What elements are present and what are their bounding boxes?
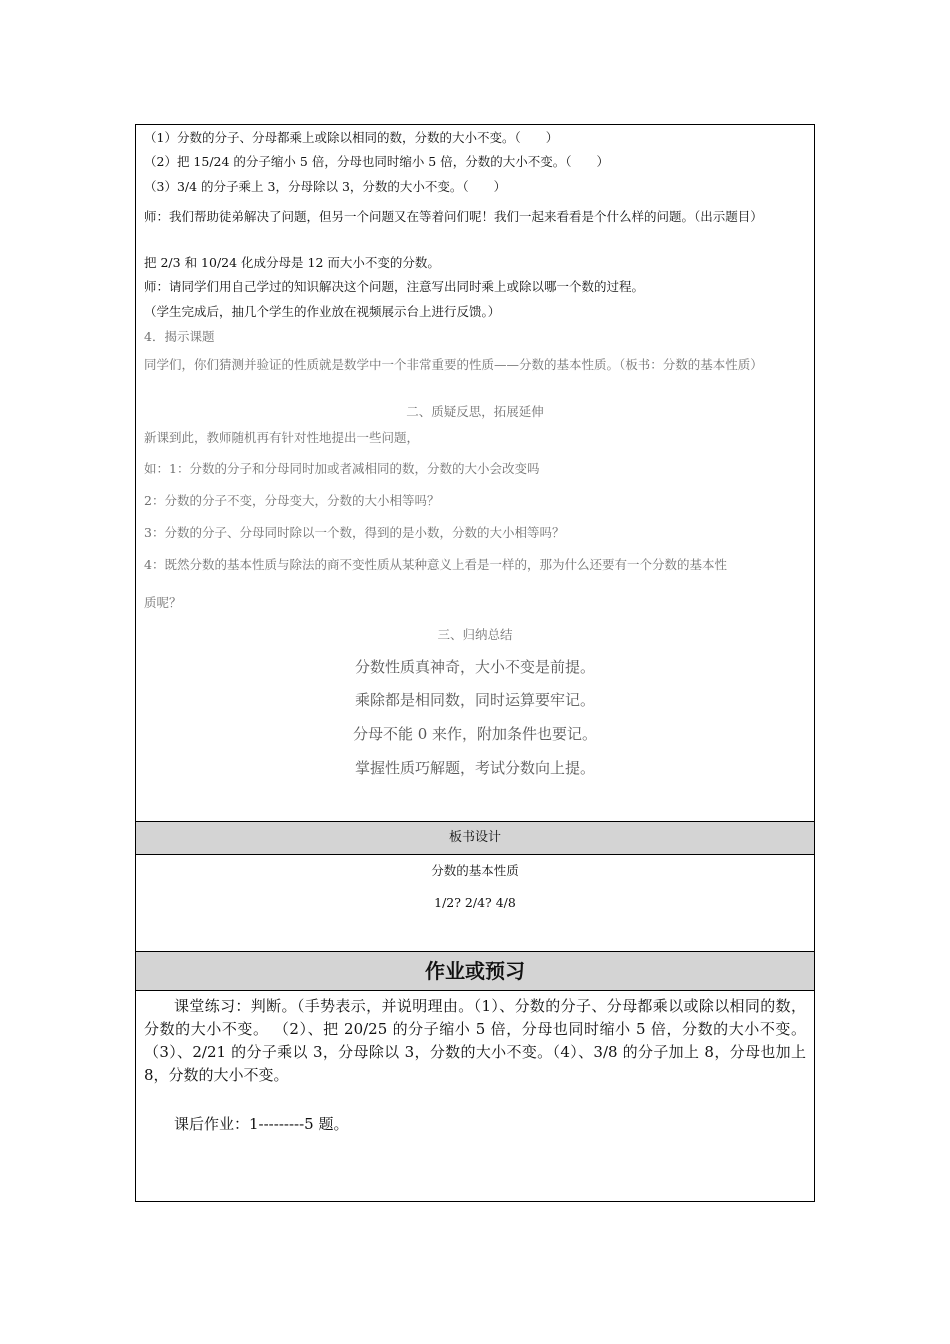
question-2: 2：分数的分子不变，分母变大，分数的大小相等吗？ [144,493,440,508]
question-intro: 新课到此，教师随机再有针对性地提出一些问题， [144,430,420,445]
classroom-exercise-text: 课堂练习：判断。（手势表示，并说明理由。（1）、分数的分子、分母都乘以或除以相同的数，分数的大小不变。 （2）、把 20/25 的分子缩小 5 倍，分母也同时缩小 5 倍，分数的大小不变。（3）、2/21 的分子乘以 3，分母除以 3，分数的大小不变。（4）、3/8 的分子加上 8，分母也加上 8，分数的大小不变。 [144,997,806,1084]
judge-item-2: （2）把 15/24 的分子缩小 5 倍，分母也同时缩小 5 倍，分数的大小不变。（ ） [144,154,609,169]
reveal-topic-heading: 4．揭示课题 [144,329,215,344]
summary-rhyme-line-3: 分母不能 0 来作，附加条件也要记。 [352,725,598,743]
board-formula: 1/2? 2/4? 4/8 [434,895,516,910]
section-heading-summary: 三、归纳总结 [437,627,513,642]
exercise-line: 把 2/3 和 10/24 化成分母是 12 而大小不变的分数。 [144,255,440,270]
question-1: 如：1：分数的分子和分母同时加或者减相同的数，分数的大小会改变吗 [144,461,540,476]
section-heading-reflection: 二、质疑反思，拓展延伸 [406,404,544,419]
board-design-section [136,855,814,951]
after-class-homework-text: 课后作业：1---------5 题。 [174,1115,349,1133]
teaching-process-section [136,125,814,821]
question-4-continued: 质呢？ [144,595,182,610]
homework-section [136,991,814,1203]
lesson-plan-table [135,124,815,1202]
judge-item-1: （1）分数的分子、分母都乘上或除以相同的数，分数的大小不变。（ ） [144,130,559,145]
teacher-line-1: 师：我们帮助徒弟解决了问题，但另一个问题又在等着问们呢！我们一起来看看是个什么样的问题。（出示题目） [144,209,763,224]
student-feedback-line: （学生完成后，抽几个学生的作业放在视频展示台上进行反馈。） [144,304,501,319]
homework-header: 作业或预习 [136,951,814,991]
question-4: 4：既然分数的基本性质与除法的商不变性质从某种意义上看是一样的，那为什么还要有一个分数的基本性 [144,557,727,572]
summary-rhyme-line-2: 乘除都是相同数，同时运算要牢记。 [354,691,595,709]
reveal-topic-text: 同学们，你们猜测并验证的性质就是数学中一个非常重要的性质——分数的基本性质。（板书：分数的基本性质） [144,357,763,372]
judge-item-3: （3）3/4 的分子乘上 3，分母除以 3，分数的大小不变。（ ） [144,179,507,194]
teacher-line-2: 师：请同学们用自己学过的知识解决这个问题，注意写出同时乘上或除以哪一个数的过程。 [144,279,645,294]
board-design-header: 板书设计 [136,821,814,855]
question-3: 3：分数的分子、分母同时除以一个数，得到的是小数，分数的大小相等吗？ [144,525,565,540]
summary-rhyme-line-4: 掌握性质巧解题，考试分数向上提。 [354,759,595,777]
summary-rhyme-line-1: 分数性质真神奇，大小不变是前提。 [354,658,595,676]
board-title: 分数的基本性质 [431,863,519,878]
